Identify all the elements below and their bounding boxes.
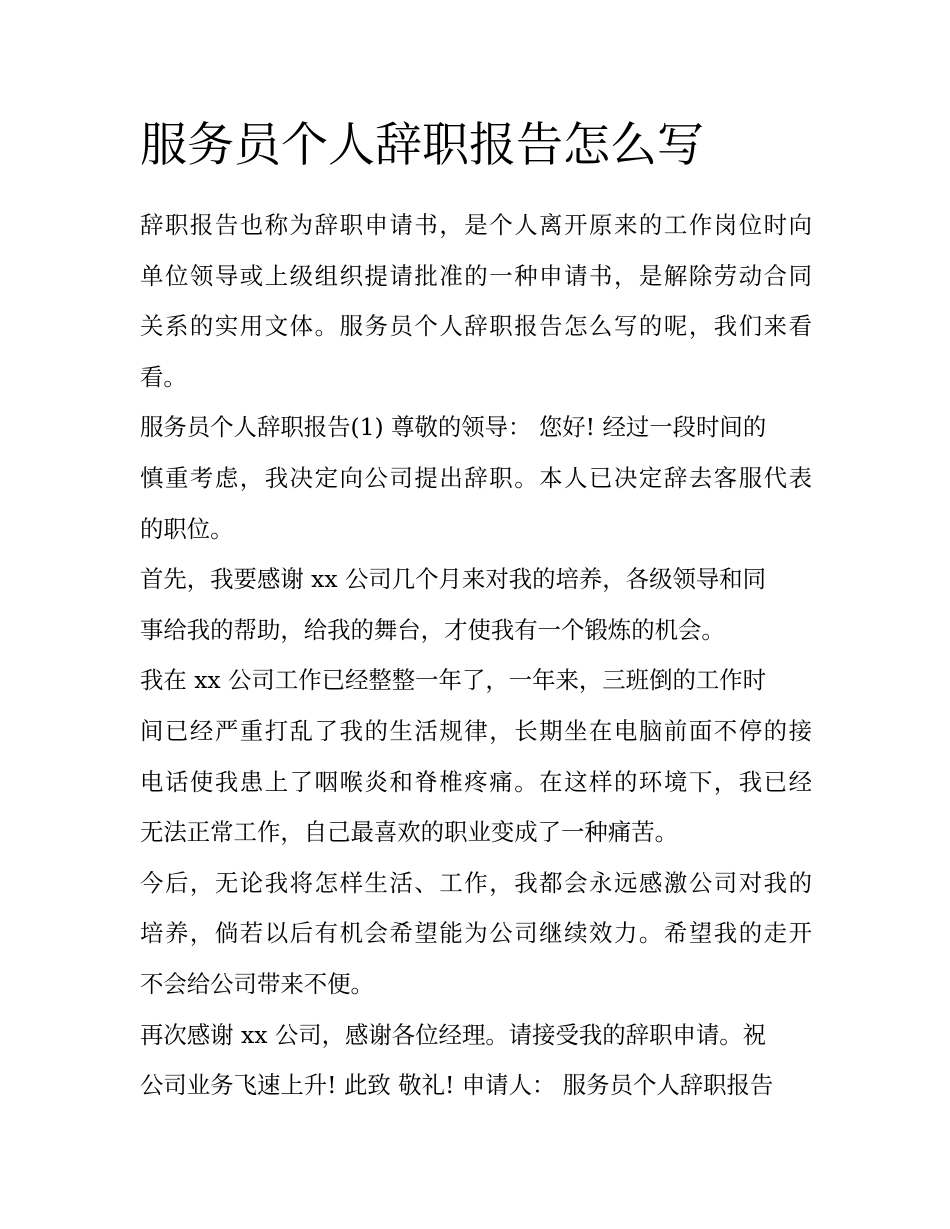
body-line: 服务员个人辞职报告(1) 尊敬的领导： 您好! 经过一段时间的 <box>140 413 767 442</box>
body-line: 事给我的帮助，给我的舞台，才使我有一个锻炼的机会。 <box>140 615 725 644</box>
body-line: 首先，我要感谢 xx 公司几个月来对我的培养，各级领导和同 <box>140 565 767 594</box>
body-line: 看。 <box>140 362 187 391</box>
body-line: 单位领导或上级组织提请批准的一种申请书，是解除劳动合同 <box>140 261 812 290</box>
body-line: 不会给公司带来不便。 <box>140 969 374 998</box>
body-line: 我在 xx 公司工作已经整整一年了，一年来，三班倒的工作时 <box>140 666 767 695</box>
body-line: 无法正常工作，自己最喜欢的职业变成了一种痛苦。 <box>140 818 678 847</box>
body-line: 今后，无论我将怎样生活、工作，我都会永远感激公司对我的 <box>140 868 812 897</box>
body-line: 关系的实用文体。服务员个人辞职报告怎么写的呢，我们来看 <box>140 312 812 341</box>
body-line: 慎重考虑，我决定向公司提出辞职。本人已决定辞去客服代表 <box>140 463 812 492</box>
body-line: 的职位。 <box>140 514 234 543</box>
page-title: 服务员个人辞职报告怎么写 <box>140 118 704 173</box>
body-line: 培养，倘若以后有机会希望能为公司继续效力。希望我的走开 <box>140 919 812 948</box>
body-line: 辞职报告也称为辞职申请书，是个人离开原来的工作岗位时向 <box>140 211 812 239</box>
body-line: 再次感谢 xx 公司，感谢各位经理。请接受我的辞职申请。祝 <box>140 1020 767 1049</box>
document-body <box>140 200 812 1111</box>
body-line: 公司业务飞速上升! 此致 敬礼! 申请人： 服务员个人辞职报告 <box>140 1071 774 1100</box>
body-line: 间已经严重打乱了我的生活规律，长期坐在电脑前面不停的接 <box>140 716 812 745</box>
body-line: 电话使我患上了咽喉炎和脊椎疼痛。在这样的环境下，我已经 <box>140 767 812 796</box>
